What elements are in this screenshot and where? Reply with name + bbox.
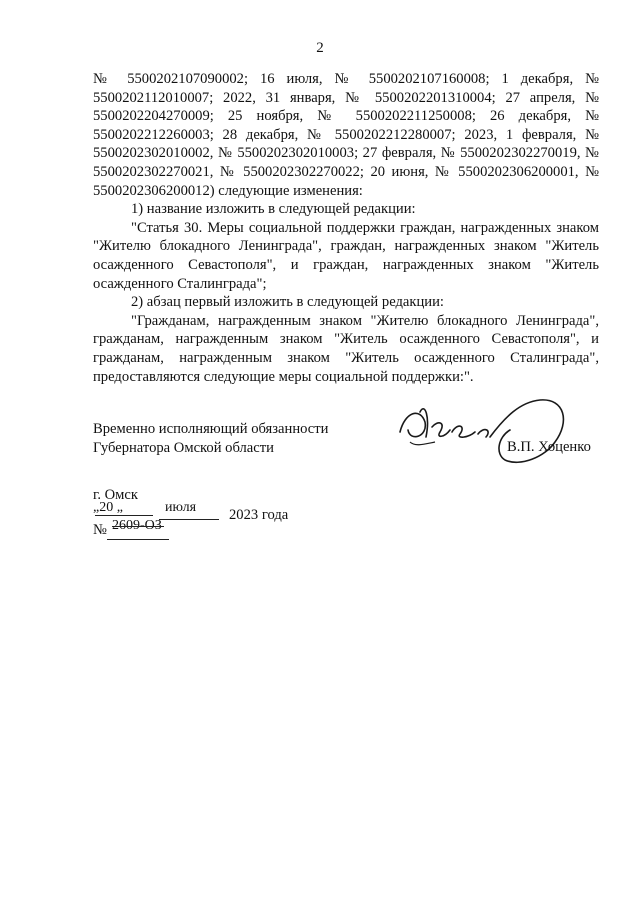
handwritten-signature bbox=[380, 382, 580, 472]
signer-name: В.П. Хоценко bbox=[507, 439, 591, 455]
paragraph-amendment-list: № 5500202107090002; 16 июля, № 5500202107160008; 1 декабря, № 5500202112010007; 2022, 31 января, № 5500202201310004; 27 апреля, № 5500202204270009; 25 ноября, № 5500202211250008; 26 декабря, № 5500202212260003; 28 декабря, № 5500202212280007; 2023, 1 февраля, № 5500202302010002, № 5500202302010003; 27 февраля, № 5500202302270019, № 5500202302270021, № 5500202302270022; 20 июня, № 5500202306200001, № 5500202306200012) следующие изменения: bbox=[93, 71, 599, 199]
paragraph-first-para-text: "Гражданам, награжденным знаком "Жителю блокадного Ленинграда", гражданам, награжденным знаком "Житель осажденного Севастополя", и гражданам, награжденным знаком "Житель осажденного Сталинграда", предоставляются следующие меры социальной поддержки:". bbox=[93, 312, 599, 385]
date-month: июля bbox=[165, 500, 197, 515]
signatory-position-line-1: Временно исполняющий обязанности bbox=[93, 421, 329, 437]
document-body bbox=[93, 70, 599, 386]
paragraph-item-2: 2) абзац первый изложить в следующей редакции: bbox=[131, 294, 444, 311]
law-number-line bbox=[93, 518, 213, 542]
date-day-underline bbox=[95, 515, 153, 516]
place-of-signing: г. Омск bbox=[93, 487, 138, 503]
date-year: 2023 года bbox=[229, 507, 289, 523]
paragraph-article-title: "Статья 30. Меры социальной поддержки граждан, награжденных знаком "Жителю блокадного Ленинграда", граждан, награжденных знаком "Житель осажденного Севастополя", и граждан, награжденных знаком "Житель осажденного Сталинграда"; bbox=[93, 219, 599, 292]
signatory-position bbox=[93, 420, 328, 458]
law-number-underline bbox=[107, 539, 169, 540]
paragraph-item-1: 1) название изложить в следующей редакции: bbox=[131, 201, 416, 218]
signatory-position-line-2: Губернатора Омской области bbox=[93, 440, 274, 456]
number-sign: № bbox=[93, 522, 107, 538]
law-number: 2609-ОЗ bbox=[112, 518, 162, 533]
date-day: „20 „ bbox=[93, 500, 123, 515]
page-number: 2 bbox=[316, 40, 324, 56]
law-number-overline bbox=[112, 526, 164, 527]
